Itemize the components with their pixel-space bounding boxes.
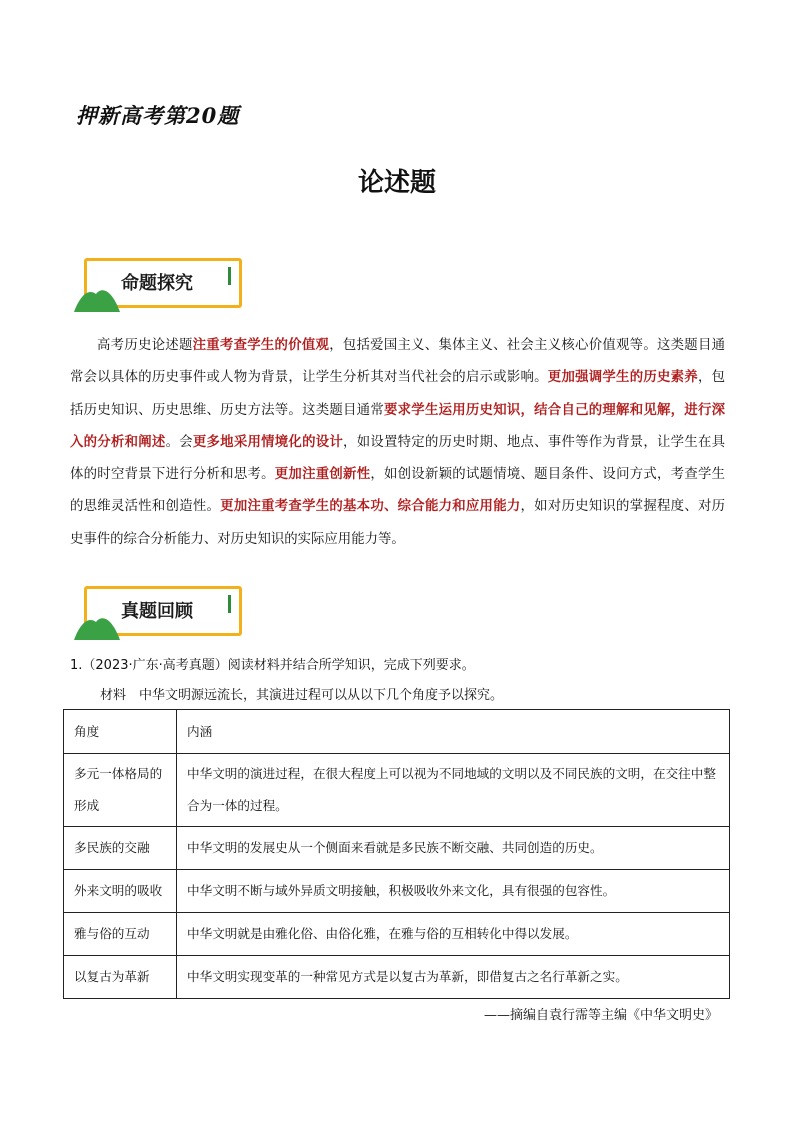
analysis-paragraph (70, 330, 725, 556)
material-intro: 材料 中华文明源远流长，其演进过程可以从以下几个角度予以探究。 (100, 688, 504, 703)
para-text: ，包括爱国主义、集体主义、社会主义核心价值观等。这类题目通常会以具体的历史事件或人物为背景，让学生分析其对当代社会的启示或影响。 (70, 338, 726, 386)
badge-accent (228, 595, 231, 613)
badge-accent (228, 267, 231, 285)
table-cell-angle: 以复古为革新 (64, 956, 177, 999)
table-header-row (64, 710, 730, 754)
table-cell-meaning: 中华文明的发展史从一个侧面来看就是多民族不断交融、共同创造的历史。 (177, 827, 730, 870)
para-highlight: 更加注重考查学生的基本功、综合能力和应用能力 (220, 499, 521, 515)
hill-icon (74, 284, 124, 312)
table-cell-angle: 外来文明的吸收 (64, 870, 177, 913)
material-source: ——摘编自袁行霈等主编《中华文明史》 (483, 1008, 718, 1023)
material-table (63, 709, 730, 999)
table-cell-meaning: 中华文明的演进过程，在很大程度上可以视为不同地域的文明以及不同民族的文明，在交往中整合为一体的过程。 (177, 754, 730, 827)
para-highlight: 要求学生运用历史知识，结合自己的理解和见解，进行深入的分析和阐述 (70, 402, 726, 450)
table-row (64, 913, 730, 956)
para-text: 。会 (165, 434, 193, 450)
para-text: ，如创设新颖的试题情境、题目条件、设问方式，考查学生的思维灵活性和创造性。 (70, 467, 726, 515)
table-cell-meaning: 中华文明就是由雅化俗、由俗化雅，在雅与俗的互相转化中得以发展。 (177, 913, 730, 956)
header-title: 押新高考第20题 (76, 103, 240, 128)
section-badge-analysis (74, 258, 249, 318)
table-cell-meaning: 中华文明不断与域外异质文明接触，积极吸收外来文化，具有很强的包容性。 (177, 870, 730, 913)
table-cell-meaning: 中华文明实现变革的一种常见方式是以复古为革新，即借复古之名行革新之实。 (177, 956, 730, 999)
table-header-cell: 角度 (64, 710, 177, 754)
para-highlight: 注重考查学生的价值观 (192, 338, 330, 353)
para-highlight: 更加强调学生的历史素养 (547, 370, 698, 386)
table-row (64, 956, 730, 999)
para-text: 高考历史论述题 (97, 338, 193, 353)
table-row (64, 870, 730, 913)
table-cell-angle: 雅与俗的互动 (64, 913, 177, 956)
table-cell-angle: 多元一体格局的形成 (64, 754, 177, 827)
table-row (64, 754, 730, 827)
section-label-review: 真题回顾 (121, 601, 193, 622)
para-text: ，如对历史知识的掌握程度、对历史事件的综合分析能力、对历史知识的实际应用能力等。 (70, 499, 726, 547)
table-cell-angle: 多民族的交融 (64, 827, 177, 870)
para-highlight: 更加注重创新性 (274, 467, 371, 483)
para-highlight: 更多地采用情境化的设计 (192, 434, 344, 450)
section-label-analysis: 命题探究 (121, 273, 193, 294)
para-text: ，如设置特定的历史时期、地点、事件等作为背景，让学生在具体的时空背景下进行分析和思考。 (70, 434, 726, 483)
table-row (64, 827, 730, 870)
question-stem: 1.（2023·广东·高考真题）阅读材料并结合所学知识，完成下列要求。 (70, 658, 475, 673)
hill-icon (74, 612, 124, 640)
para-text: ，包括历史知识、历史思维、历史方法等。这类题目通常 (70, 370, 726, 418)
page-title: 论述题 (357, 168, 436, 198)
section-badge-review (74, 586, 249, 646)
table-header-cell: 内涵 (177, 710, 730, 754)
